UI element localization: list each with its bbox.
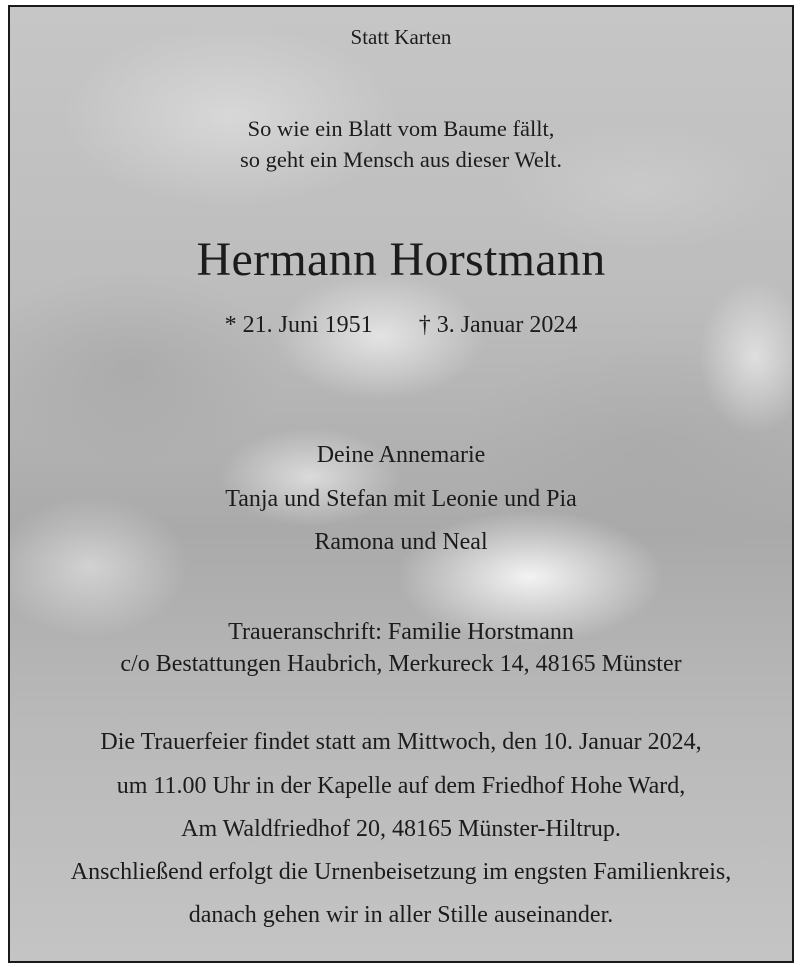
verse-line-1: So wie ein Blatt vom Baume fällt, [247, 116, 555, 141]
life-dates [10, 309, 792, 341]
address-line-1: Traueranschrift: Familie Horstmann [228, 619, 574, 645]
deceased-name: Hermann Horstmann [196, 233, 606, 286]
death-date: † 3. Januar 2024 [418, 312, 578, 338]
birth-date: * 21. Juni 1951 [224, 312, 373, 338]
statt-karten-heading: Statt Karten [350, 25, 452, 49]
mourner-line-2: Tanja und Stefan mit Leonie und Pia [225, 486, 577, 512]
ceremony-line-2: um 11.00 Uhr in der Kapelle auf dem Friedhof Hohe Ward, [116, 773, 686, 799]
mourner-line-1: Deine Annemarie [316, 442, 486, 468]
address-line-2: c/o Bestattungen Haubrich, Merkureck 14, 48165 Münster [120, 651, 682, 677]
ceremony-line-3: Am Waldfriedhof 20, 48165 Münster-Hiltrup. [181, 816, 621, 842]
verse-line-2: so geht ein Mensch aus dieser Welt. [239, 147, 563, 172]
mourner-line-3: Ramona und Neal [314, 529, 488, 555]
ceremony-line-4: Anschließend erfolgt die Urnenbeisetzung im engsten Familienkreis, [70, 859, 732, 885]
obituary-notice [8, 5, 794, 963]
ceremony-line-5: danach gehen wir in aller Stille auseinander. [188, 902, 614, 928]
ceremony-line-1: Die Trauerfeier findet statt am Mittwoch, den 10. Januar 2024, [100, 729, 702, 755]
